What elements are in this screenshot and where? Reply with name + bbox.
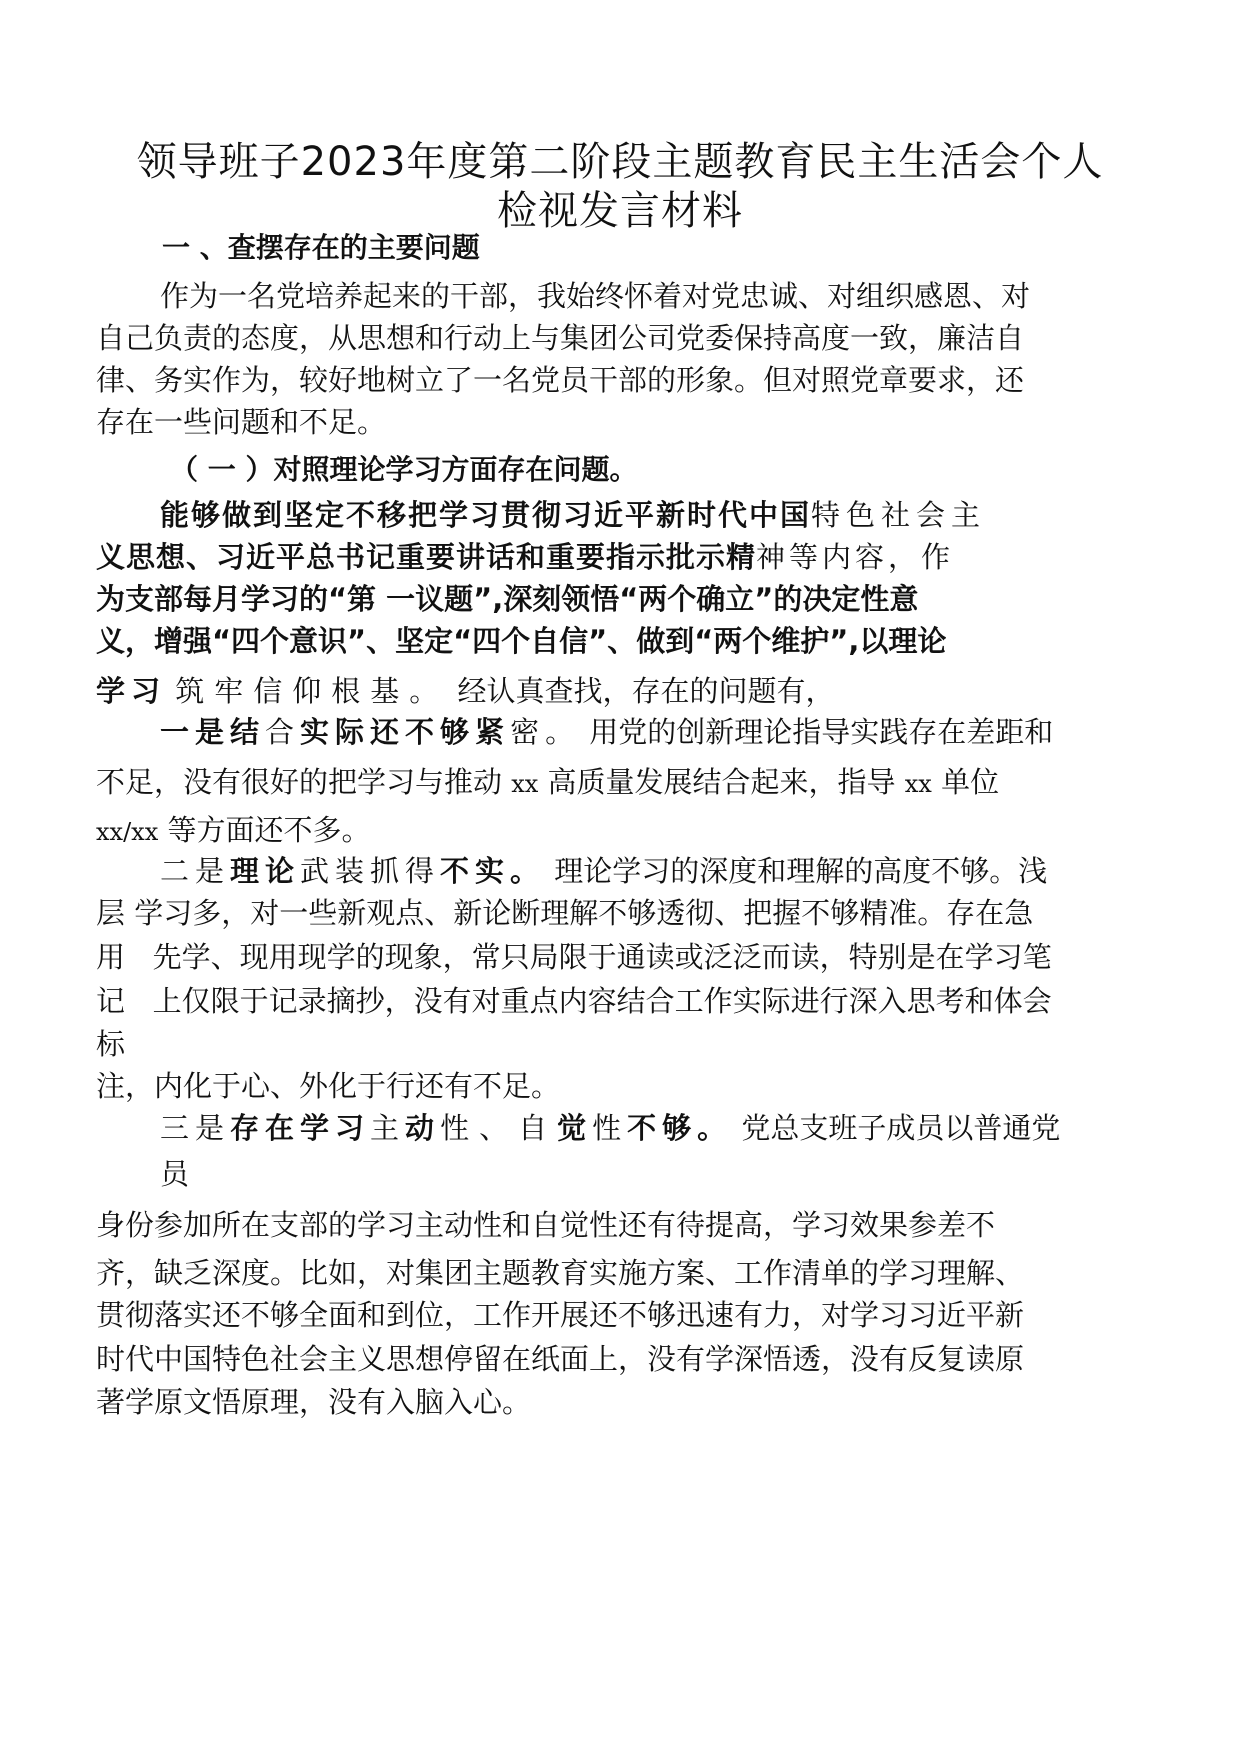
paragraph-line-1-bold: 能够做到坚定不移把学习贯彻习近平新时代中国 [160, 498, 812, 532]
subsection-heading: （ 一 ）对照理论学习方面存在问题。 [170, 453, 638, 486]
item-1-line-2-c: 单位 [941, 765, 1000, 799]
item-3-lead-c: 主 [370, 1111, 406, 1145]
item-1-lead-a: 一是 [160, 715, 231, 749]
item-3-lead-f: 觉 [557, 1111, 593, 1145]
paragraph-line-2-bold: 义思想、习近平总书记重要讲话和重要指示批示精 [96, 540, 757, 574]
item-3-line-4: 齐，缺乏深度。比如，对集团主题教育实施方案、工作清单的学习理解、 [96, 1256, 1025, 1290]
item-1-line-1 [160, 714, 1053, 750]
item-1-placeholder-3: xx/xx [96, 818, 159, 846]
item-1-line-2 [96, 764, 999, 802]
paragraph-line-1 [160, 497, 986, 533]
item-1-lead-b: 结 [230, 715, 266, 749]
item-3-line-6: 时代中国特色社会主义思想停留在纸面上，没有学深悟透，没有反复读原 [96, 1342, 1025, 1376]
item-3-lead-g: 性 [592, 1111, 628, 1145]
item-2-lead-a: 二是 [160, 854, 231, 888]
document-title-line-1: 领导班子2023年度第二阶段主题教育民主生活会个人 [136, 139, 1104, 185]
paragraph-line-5 [96, 673, 834, 709]
item-1-lead-d: 实际还不够紧 [300, 715, 511, 749]
item-3-line-2: 员 [160, 1157, 190, 1191]
item-3-line-3: 身份参加所在支部的学习主动性和自觉性还有待提高，学习效果参差不 [96, 1208, 996, 1242]
item-3-lead-b: 存在学习 [230, 1111, 371, 1145]
paragraph-line-1-normal: 特色社会主 [811, 498, 987, 532]
item-3-line-7: 著学原文悟原理，没有入脑入心。 [96, 1385, 532, 1419]
item-3-lead-d: 动 [405, 1111, 441, 1145]
item-3-line-1-rest: 党总支班子成员以普通党 [741, 1111, 1061, 1145]
item-2-line-2: 层 学习多，对一些新观点、新论断理解不够透彻、把握不够精准。存在急 [96, 896, 1034, 930]
item-3-lead-e: 性、自 [440, 1111, 558, 1145]
paragraph-line-5-bold: 学习 [96, 674, 167, 708]
item-3-line-5: 贯彻落实还不够全面和到位，工作开展还不够迅速有力，对学习习近平新 [96, 1298, 1025, 1332]
paragraph-line-5-normal-2: 经认真查找，存在的问题有， [457, 674, 835, 708]
item-2-line-1-rest: 理论学习的深度和理解的高度不够。浅 [554, 854, 1048, 888]
intro-line-3: 律、务实作为，较好地树立了一名党员干部的形象。但对照党章要求，还 [96, 363, 1025, 397]
document-title-line-2: 检视发言材料 [497, 188, 743, 234]
item-3-lead-h: 不够。 [627, 1111, 733, 1145]
item-2-lead-d: 不实。 [440, 854, 546, 888]
item-1-line-1-rest: 用党的创新理论指导实践存在差距和 [589, 715, 1054, 749]
intro-line-2: 自己负责的态度，从思想和行动上与集团公司党委保持高度一致，廉洁自 [96, 321, 1025, 355]
section-heading: 一 、查摆存在的主要问题 [162, 231, 480, 264]
item-2-line-4: 记 上仅限于记录摘抄，没有对重点内容结合工作实际进行深入思考和体会 [96, 984, 1052, 1018]
item-2-line-6: 注，内化于心、外化于行还有不足。 [96, 1069, 561, 1103]
item-3-line-1 [160, 1110, 1060, 1146]
item-1-lead-e: 密。 [510, 715, 581, 749]
item-1-line-2-b: 高质量发展结合起来，指导 [547, 765, 896, 799]
item-1-lead-c: 合 [265, 715, 301, 749]
item-2-line-3: 用 先学、现用现学的现象，常只局限于通读或泛泛而读，特别是在学习笔 [96, 940, 1052, 974]
item-2-line-5: 标 [96, 1027, 126, 1061]
paragraph-line-4: 义，增强“四个意识”、坚定“四个自信”、做到“两个维护”,以理论 [96, 624, 947, 658]
item-1-line-3-b: 等方面还不多。 [167, 813, 371, 847]
intro-line-1: 作为一名党培养起来的干部，我始终怀着对党忠诚、对组织感恩、对 [160, 279, 1031, 313]
item-1-placeholder-2: xx [904, 770, 932, 798]
paragraph-line-5-normal-1: 筑牢信仰根基。 [175, 674, 449, 708]
item-1-line-3 [96, 812, 370, 850]
paragraph-line-2-normal: 神等内容，作 [756, 540, 955, 574]
item-1-line-2-a: 不足，没有很好的把学习与推动 [96, 765, 503, 799]
item-1-placeholder-1: xx [511, 770, 539, 798]
item-2-line-1 [160, 853, 1047, 889]
item-2-lead-c: 武装抓得 [300, 854, 441, 888]
paragraph-line-3: 为支部每月学习的“第 一议题”,深刻领悟“两个确立”的决定性意 [96, 582, 919, 616]
item-3-lead-a: 三是 [160, 1111, 231, 1145]
paragraph-line-2 [96, 539, 954, 575]
intro-line-4: 存在一些问题和不足。 [96, 405, 387, 439]
item-2-lead-b: 理论 [230, 854, 301, 888]
